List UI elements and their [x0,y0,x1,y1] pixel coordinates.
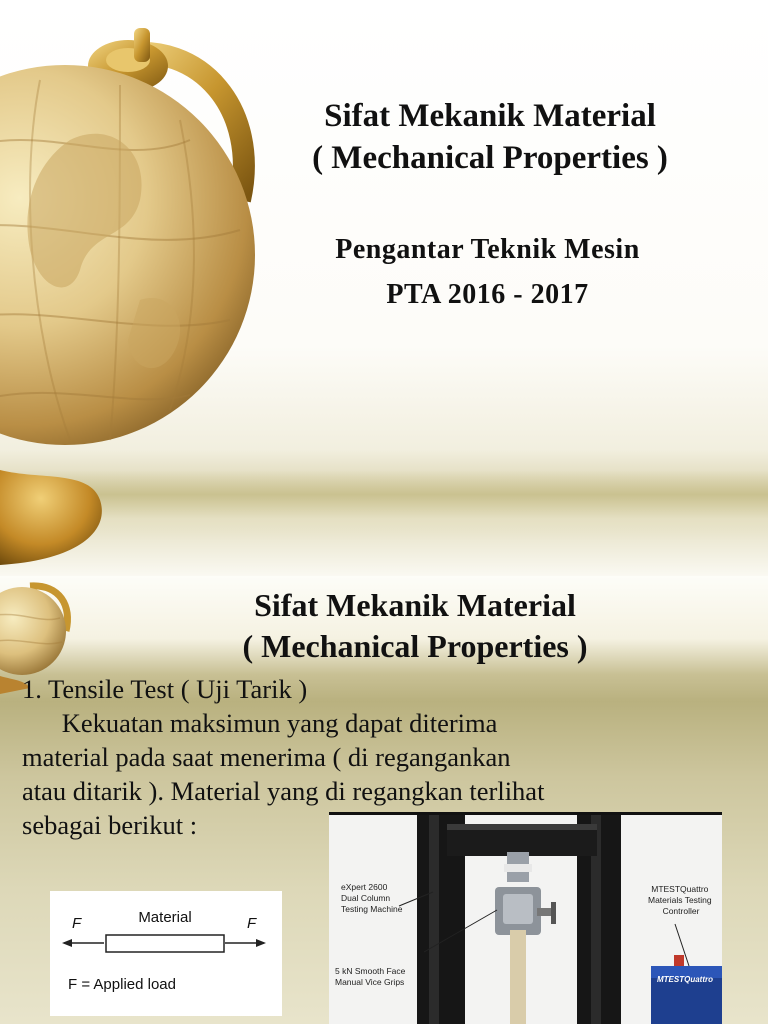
body-line: Kekuatan maksimun yang dapat diterima [22,708,498,738]
material-label: Material [138,909,192,926]
body-line: sebagai berikut : [22,810,198,840]
body-line: material pada saat menerima ( di regangankan [22,742,511,772]
slide-2 [0,576,768,1024]
material-bar [106,935,224,952]
slide-1-title-line-2: ( Mechanical Properties ) [312,140,668,176]
machine-label: eXpert 2600 Dual Column Testing Machine [341,882,403,914]
controller-brand: MTESTQuattro [657,975,713,984]
body-line-heading: 1. Tensile Test ( Uji Tarik ) [22,674,308,704]
body-line: atau ditarik ). Material yang di regangkan terlihat [22,776,545,806]
legend-text: F = Applied load [68,976,176,993]
testing-machine-photo [329,812,722,1024]
force-left-label: F [72,915,82,932]
grips-label: 5 kN Smooth Face Manual Vice Grips [335,966,406,987]
slide-2-title-line-1: Sifat Mekanik Material [254,587,576,623]
slide-2-title-line-2: ( Mechanical Properties ) [242,628,588,664]
tensile-load-diagram-drawing [50,891,282,1016]
controller-label: MTESTQuattro Materials Testing Controller [648,884,712,916]
slide-1-title-line-1: Sifat Mekanik Material [324,98,656,134]
slide-1-subtitle-line-2: PTA 2016 - 2017 [386,279,589,310]
slide-1-subtitle-line-1: Pengantar Teknik Mesin [335,234,640,265]
force-right-label: F [247,915,257,932]
tensile-load-diagram [50,891,282,1016]
